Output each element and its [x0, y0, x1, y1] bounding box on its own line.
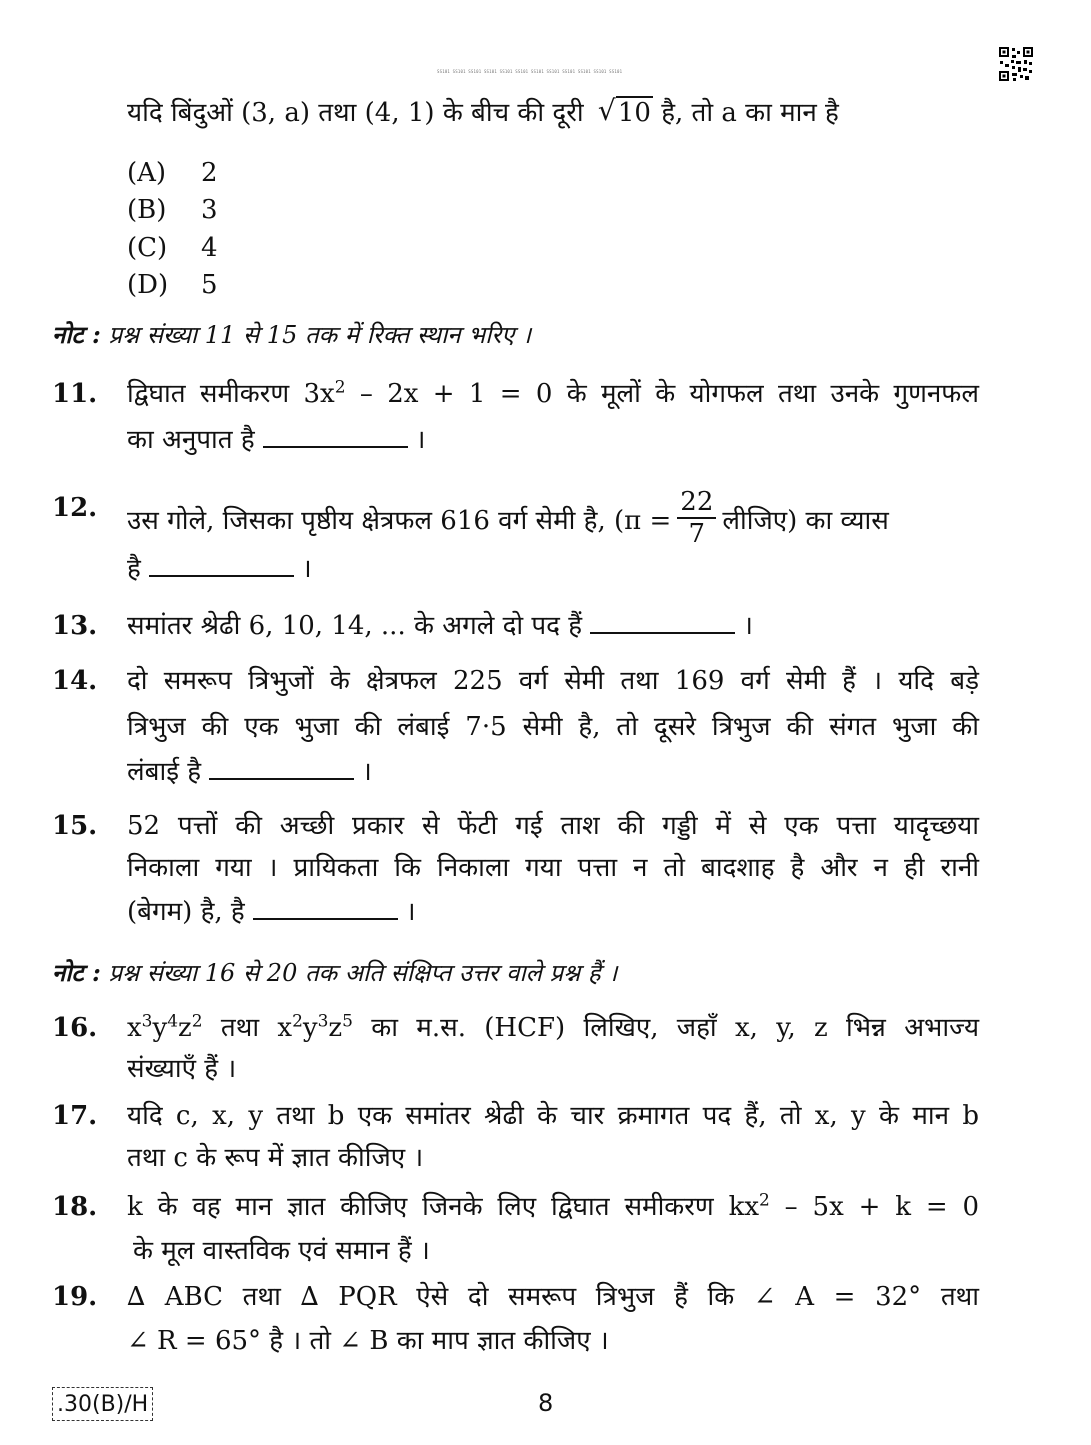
q13-line1 — [127, 609, 753, 643]
q16-conj: तथा — [220, 1013, 260, 1043]
question-number: 19. — [52, 1282, 98, 1312]
q15-line3 — [127, 895, 416, 929]
exp: 5 — [342, 1011, 353, 1032]
q19-line2: ∠ R = 65° है । तो ∠ B का माप ज्ञात कीजिए । — [127, 1326, 609, 1356]
q12-line1 — [127, 487, 889, 553]
exp: 3 — [317, 1011, 329, 1032]
q12-text-b: लीजिए) का व्यास — [722, 506, 889, 536]
q12-text-a: उस गोले, जिसका पृष्ठीय क्षेत्रफल 616 वर्ग सेमी है, (π = — [127, 506, 672, 536]
q14-line1: दो समरूप त्रिभुजों के क्षेत्रफल 225 वर्ग सेमी तथा 169 वर्ग सेमी हैं । यदि बड़े — [127, 666, 979, 696]
q18-text-a: k के वह मान ज्ञात कीजिए जिनके लिए द्विघात समीकरण — [127, 1192, 714, 1222]
option-value: 5 — [201, 270, 218, 300]
q11-equation — [304, 379, 553, 409]
q19-line1: ∆ ABC तथा ∆ PQR ऐसे दो समरूप त्रिभुज हैं कि ∠ A = 32° तथा — [127, 1282, 979, 1312]
q12-text: है — [127, 554, 141, 584]
qr-code-icon — [998, 46, 1034, 82]
note-prefix: नोट : — [52, 958, 101, 987]
q15-line2: निकाला गया । प्रायिकता कि निकाला गया पत्ता न तो बादशाह है और न ही रानी — [127, 853, 979, 883]
q11-line1 — [127, 377, 979, 411]
note-prefix: नोट : — [52, 320, 101, 349]
eq-term: – 2x + 1 = 0 — [345, 379, 553, 409]
note-text: प्रश्न संख्या 11 से 15 तक में रिक्त स्थान भरिए । — [108, 321, 532, 349]
q11-line2 — [127, 423, 426, 457]
option-label: (A) — [127, 158, 167, 188]
exp: 2 — [292, 1011, 303, 1032]
danda: । — [415, 425, 426, 455]
q16-line1 — [127, 1011, 979, 1045]
q10-option-b — [127, 193, 218, 227]
q18-line2: के मूल वास्तविक एवं समान हैं । — [133, 1236, 430, 1266]
exp: 4 — [167, 1011, 179, 1032]
option-label: (D) — [127, 270, 169, 300]
q16-expr-2 — [277, 1013, 353, 1043]
q16-text-b: का म.स. (HCF) लिखिए, जहाँ x, y, z भिन्न अभाज्य — [371, 1013, 980, 1043]
eq-exponent: 2 — [334, 377, 346, 398]
question-number: 15. — [52, 811, 98, 841]
q15-line1: 52 पत्तों की अच्छी प्रकार से फेंटी गई ताश की गड्डी में से एक पत्ता यादृच्छया — [127, 811, 979, 841]
q15-text: (बेगम) है, है — [127, 897, 245, 927]
q10-option-d — [127, 268, 218, 302]
danda: । — [362, 757, 372, 787]
note-text: प्रश्न संख्या 16 से 20 तक अति संक्षिप्त उत्तर वाले प्रश्न हैं । — [108, 959, 618, 987]
question-number: 11. — [52, 379, 98, 409]
exp: 3 — [141, 1011, 153, 1032]
var: z — [328, 1013, 343, 1043]
question-number: 18. — [52, 1192, 98, 1222]
eq-term: kx — [728, 1192, 759, 1222]
danda: । — [301, 554, 312, 584]
eq-term: 3x — [303, 379, 335, 409]
q10-text-b: है, तो a का मान है — [661, 98, 839, 128]
var: y — [302, 1013, 318, 1043]
pi-fraction — [677, 487, 716, 549]
eq-term: – 5x + k = 0 — [769, 1192, 980, 1222]
note-fill-in-blanks — [52, 318, 531, 352]
q18-line1 — [127, 1190, 979, 1224]
q14-line3 — [127, 755, 372, 789]
q16-line2: संख्याएँ हैं । — [127, 1054, 237, 1084]
q10-option-a — [127, 156, 218, 190]
eq-exponent: 2 — [759, 1190, 770, 1211]
answer-blank — [209, 758, 354, 780]
q17-line1: यदि c, x, y तथा b एक समांतर श्रेढी के चार क्रमागत पद हैं, तो x, y के मान b — [127, 1101, 979, 1131]
q14-line2: त्रिभुज की एक भुजा की लंबाई 7·5 सेमी है, तो दूसरे त्रिभुज की संगत भुजा की — [127, 712, 979, 742]
q10-option-c — [127, 231, 218, 265]
danda: । — [405, 897, 416, 927]
question-number: 16. — [52, 1013, 98, 1043]
q11-text-a: द्विघात समीकरण — [127, 379, 290, 409]
question-number: 12. — [52, 493, 98, 523]
paper-code: .30(B)/H — [52, 1387, 153, 1421]
var: z — [178, 1013, 192, 1043]
q12-line2 — [127, 552, 312, 586]
q14-text: लंबाई है — [127, 757, 202, 787]
question-number: 14. — [52, 666, 98, 696]
page-number: 8 — [538, 1389, 554, 1417]
answer-blank — [263, 426, 408, 448]
note-very-short-answer — [52, 956, 617, 990]
answer-blank — [253, 898, 398, 920]
q11-text: का अनुपात है — [127, 425, 255, 455]
answer-blank — [149, 555, 294, 577]
answer-blank — [590, 612, 735, 634]
option-value: 3 — [201, 195, 218, 225]
sqrt-symbol: √ 10 — [597, 94, 651, 128]
q10-stem — [127, 96, 839, 130]
var: x — [127, 1013, 142, 1043]
fraction-numerator: 22 — [677, 487, 716, 519]
var: y — [152, 1013, 168, 1043]
question-number: 17. — [52, 1101, 98, 1131]
q17-line2: तथा c के रूप में ज्ञात कीजिए । — [127, 1143, 424, 1173]
danda: । — [743, 611, 753, 641]
q11-text-b: के मूलों के योगफल तथा उनके गुणनफल — [566, 379, 979, 409]
q18-equation — [729, 1192, 979, 1222]
var: x — [277, 1013, 293, 1043]
q13-text: समांतर श्रेढी 6, 10, 14, ... के अगले दो पद हैं — [127, 611, 583, 641]
option-label: (B) — [127, 195, 167, 225]
fraction-denominator: 7 — [688, 519, 706, 549]
option-value: 2 — [201, 158, 218, 188]
question-number: 13. — [52, 611, 98, 641]
header-microtext: SS101 SS101 SS101 SS101 SS101 SS101 SS101 SS101 SS101 SS101 SS101 SS101 — [437, 69, 623, 74]
option-label: (C) — [127, 233, 168, 263]
option-value: 4 — [201, 233, 218, 263]
q10-text-a: यदि बिंदुओं (3, a) तथा (4, 1) के बीच की दूरी — [127, 98, 584, 128]
exp: 2 — [191, 1011, 203, 1032]
q10-radicand: 10 — [617, 98, 651, 128]
q16-expr-1 — [127, 1013, 203, 1043]
